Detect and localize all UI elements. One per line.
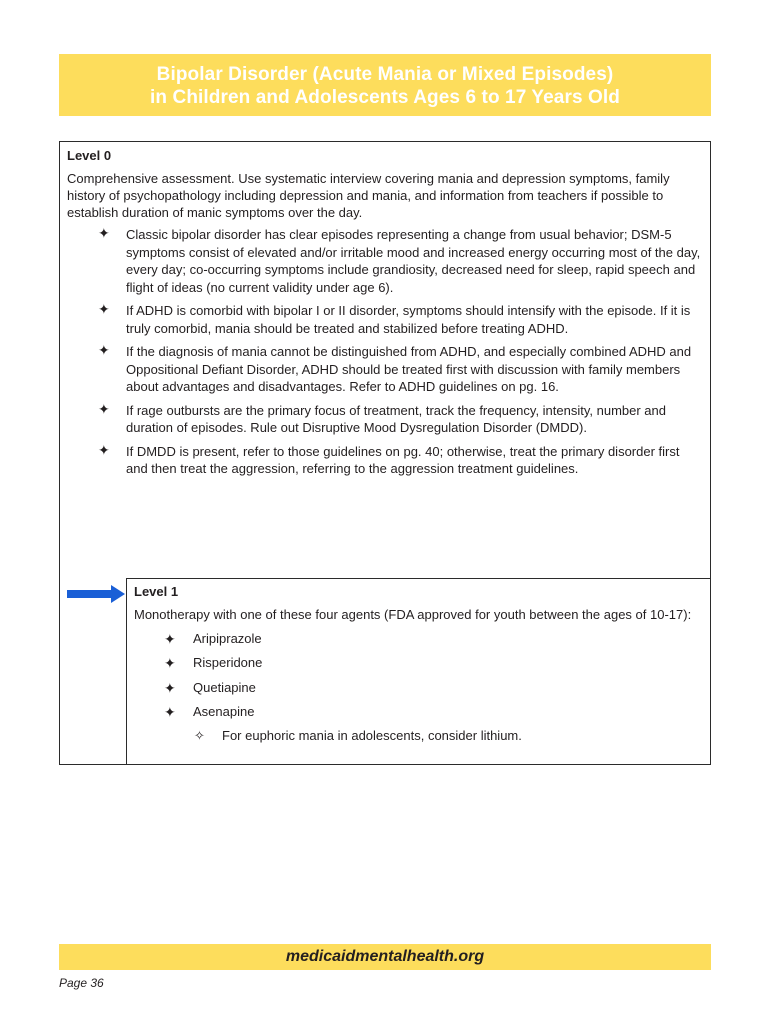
four-point-star-icon: ✦ <box>164 703 176 720</box>
four-point-star-icon: ✦ <box>164 679 176 696</box>
outline-four-point-star-icon: ✧ <box>194 728 205 744</box>
four-point-star-icon: ✦ <box>164 655 176 672</box>
page-title-line-1: Bipolar Disorder (Acute Mania or Mixed Episodes) <box>156 64 614 85</box>
page-number: Page 36 <box>59 976 104 990</box>
guideline-table <box>59 141 711 765</box>
footer-banner <box>59 944 711 970</box>
bullet-text: If rage outbursts are the primary focus of treatment, track the frequency, intensity, number and duration of episodes. Rule out Disruptive Mood Dysregulation Disorder (DMDD). <box>126 402 667 435</box>
four-point-star-icon: ✦ <box>98 225 110 241</box>
sub-note-text: For euphoric mania in adolescents, consider lithium. <box>222 728 522 744</box>
level-1-intro: Monotherapy with one of these four agents (FDA approved for youth between the ages of 10-17): <box>134 607 692 622</box>
right-arrow-icon <box>67 585 125 603</box>
list-item <box>67 443 703 478</box>
website-link[interactable]: medicaidmentalhealth.org <box>285 948 485 965</box>
bullet-text: If the diagnosis of mania cannot be distinguished from ADHD, and especially combined ADHD and Oppositional Defiant Disorder, ADHD should be treated first with discussion with family members about advantages and disadvantages. Refer to ADHD guidelines on pg. 16. <box>126 344 692 394</box>
list-item <box>67 343 703 396</box>
four-point-star-icon: ✦ <box>164 631 176 647</box>
four-point-star-icon: ✦ <box>98 400 110 417</box>
level-0-intro: Comprehensive assessment. Use systematic interview covering mania and depression symptoms, family history of psychopathology including depression and mania, and information from teachers if possible to establish duration of manic symptoms over the day. <box>67 171 670 220</box>
list-item <box>134 654 704 672</box>
title-banner <box>59 54 711 116</box>
agent-name: Risperidone <box>193 655 263 671</box>
four-point-star-icon: ✦ <box>98 342 110 358</box>
agent-name: Aripiprazole <box>193 631 262 646</box>
list-item <box>134 630 704 648</box>
level-0-heading: Level 0 <box>67 148 112 163</box>
level-0-bullet-list <box>67 226 703 478</box>
arrow-shape <box>67 585 125 603</box>
list-item <box>67 302 703 337</box>
bullet-text: Classic bipolar disorder has clear episodes representing a change from usual behavior; DSM-5 symptoms consist of elevated and/or irritable mood and increased energy occurring most of the day, every day; co-occurring symptoms include grandiosity, decreased need for sleep, rapid speech and flight of ideas (no current validity under age 6). <box>126 227 701 295</box>
bullet-text: If DMDD is present, refer to those guidelines on pg. 40; otherwise, treat the primary disorder first and then treat the aggression, referring to the aggression treatment guidelines. <box>126 443 680 476</box>
agent-list <box>134 630 704 721</box>
level-1-heading: Level 1 <box>134 584 179 599</box>
level-0-section <box>67 147 703 484</box>
four-point-star-icon: ✦ <box>98 301 110 317</box>
list-item <box>67 402 703 437</box>
page-title-line-2: in Children and Adolescents Ages 6 to 17 Years Old <box>150 87 620 108</box>
list-item <box>134 703 704 721</box>
lithium-note <box>134 727 704 745</box>
list-item <box>134 679 704 697</box>
level-1-section <box>126 578 711 765</box>
list-item <box>67 226 703 296</box>
agent-name: Quetiapine <box>193 679 256 695</box>
level-1-content <box>134 583 704 745</box>
bullet-text: If ADHD is comorbid with bipolar I or II disorder, symptoms should intensify with the episode. If it is truly comorbid, mania should be treated and stabilized before treating ADHD. <box>126 303 691 336</box>
four-point-star-icon: ✦ <box>98 441 110 458</box>
agent-name: Asenapine <box>193 703 255 719</box>
